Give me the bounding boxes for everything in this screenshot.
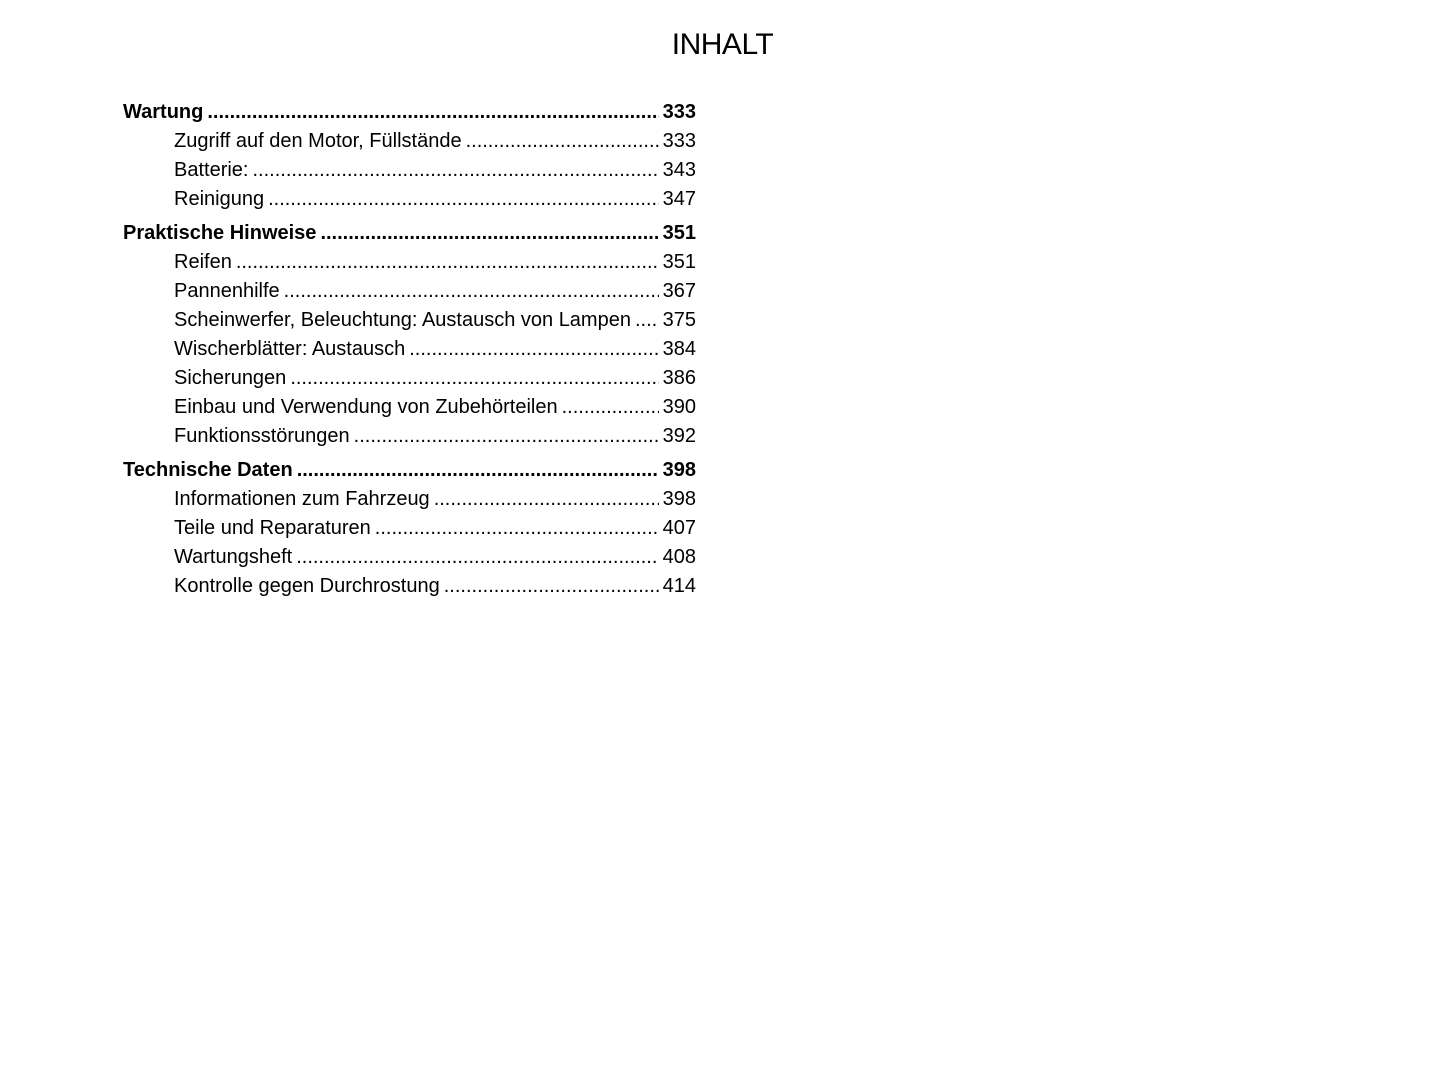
- toc-entry-label: Einbau und Verwendung von Zubehörteilen: [174, 396, 558, 418]
- toc-entry[interactable]: [123, 422, 696, 451]
- toc-page-number: 351: [662, 222, 696, 244]
- toc-entry[interactable]: [123, 185, 696, 214]
- dot-leader: [284, 277, 659, 306]
- toc-section-label: Praktische Hinweise: [123, 222, 317, 244]
- dot-leader: [409, 335, 658, 364]
- toc-page-number: 333: [662, 130, 696, 152]
- toc-entry[interactable]: [123, 248, 696, 277]
- toc-page-number: 351: [662, 251, 696, 273]
- toc-page-number: 392: [662, 425, 696, 447]
- toc-entry[interactable]: [123, 335, 696, 364]
- toc-entry-label: Wischerblätter: Austausch: [174, 338, 406, 360]
- toc-section-heading[interactable]: [123, 455, 696, 485]
- toc-entry[interactable]: [123, 572, 696, 601]
- dot-leader: [375, 514, 659, 543]
- toc-entry-label: Teile und Reparaturen: [174, 517, 371, 539]
- dot-leader: [354, 422, 659, 451]
- table-of-contents: [123, 97, 696, 601]
- toc-entry-label: Zugriff auf den Motor, Füllstände: [174, 130, 462, 152]
- toc-entry[interactable]: [123, 156, 696, 185]
- dot-leader: [207, 97, 658, 127]
- dot-leader: [297, 455, 659, 485]
- dot-leader: [252, 156, 658, 185]
- toc-section-heading[interactable]: [123, 97, 696, 127]
- dot-leader: [434, 485, 659, 514]
- toc-page-number: 333: [662, 101, 696, 123]
- dot-leader: [444, 572, 659, 601]
- toc-entry[interactable]: [123, 485, 696, 514]
- toc-page-number: 367: [662, 280, 696, 302]
- toc-entry-label: Reifen: [174, 251, 232, 273]
- toc-entry-label: Wartungsheft: [174, 546, 293, 568]
- dot-leader: [268, 185, 659, 214]
- toc-entry[interactable]: [123, 277, 696, 306]
- toc-entry-label: Kontrolle gegen Durchrostung: [174, 575, 440, 597]
- toc-page-number: 414: [662, 575, 696, 597]
- toc-entry-label: Informationen zum Fahrzeug: [174, 488, 430, 510]
- toc-page-number: 408: [662, 546, 696, 568]
- toc-section-wartung: [123, 97, 696, 214]
- toc-entry-label: Batterie:: [174, 159, 249, 181]
- toc-page-number: 343: [662, 159, 696, 181]
- toc-section-technische-daten: [123, 455, 696, 601]
- dot-leader: [466, 127, 659, 156]
- toc-page-number: 398: [662, 459, 696, 481]
- toc-section-label: Technische Daten: [123, 459, 293, 481]
- toc-entry-label: Reinigung: [174, 188, 265, 210]
- dot-leader: [236, 248, 659, 277]
- toc-section-heading[interactable]: [123, 218, 696, 248]
- toc-entry[interactable]: [123, 543, 696, 572]
- toc-entry-label: Scheinwerfer, Beleuchtung: Austausch von Lampen: [174, 309, 631, 331]
- toc-entry[interactable]: [123, 393, 696, 422]
- dot-leader: [296, 543, 658, 572]
- toc-entry[interactable]: [123, 364, 696, 393]
- toc-section-praktische-hinweise: [123, 218, 696, 451]
- toc-entry-label: Pannenhilfe: [174, 280, 280, 302]
- page-title: INHALT: [671, 28, 774, 61]
- toc-page-number: 398: [662, 488, 696, 510]
- toc-entry[interactable]: [123, 306, 696, 335]
- toc-entry-label: Funktionsstörungen: [174, 425, 350, 447]
- toc-entry[interactable]: [123, 514, 696, 543]
- toc-entry[interactable]: [123, 127, 696, 156]
- dot-leader: [562, 393, 659, 422]
- toc-page-number: 390: [662, 396, 696, 418]
- toc-page-number: 386: [662, 367, 696, 389]
- toc-page-number: 347: [662, 188, 696, 210]
- dot-leader: [320, 218, 658, 248]
- dot-leader: [635, 306, 659, 335]
- dot-leader: [290, 364, 658, 393]
- toc-page-number: 375: [662, 309, 696, 331]
- toc-entry-label: Sicherungen: [174, 367, 287, 389]
- toc-page-number: 384: [662, 338, 696, 360]
- toc-section-label: Wartung: [123, 101, 204, 123]
- toc-page-number: 407: [662, 517, 696, 539]
